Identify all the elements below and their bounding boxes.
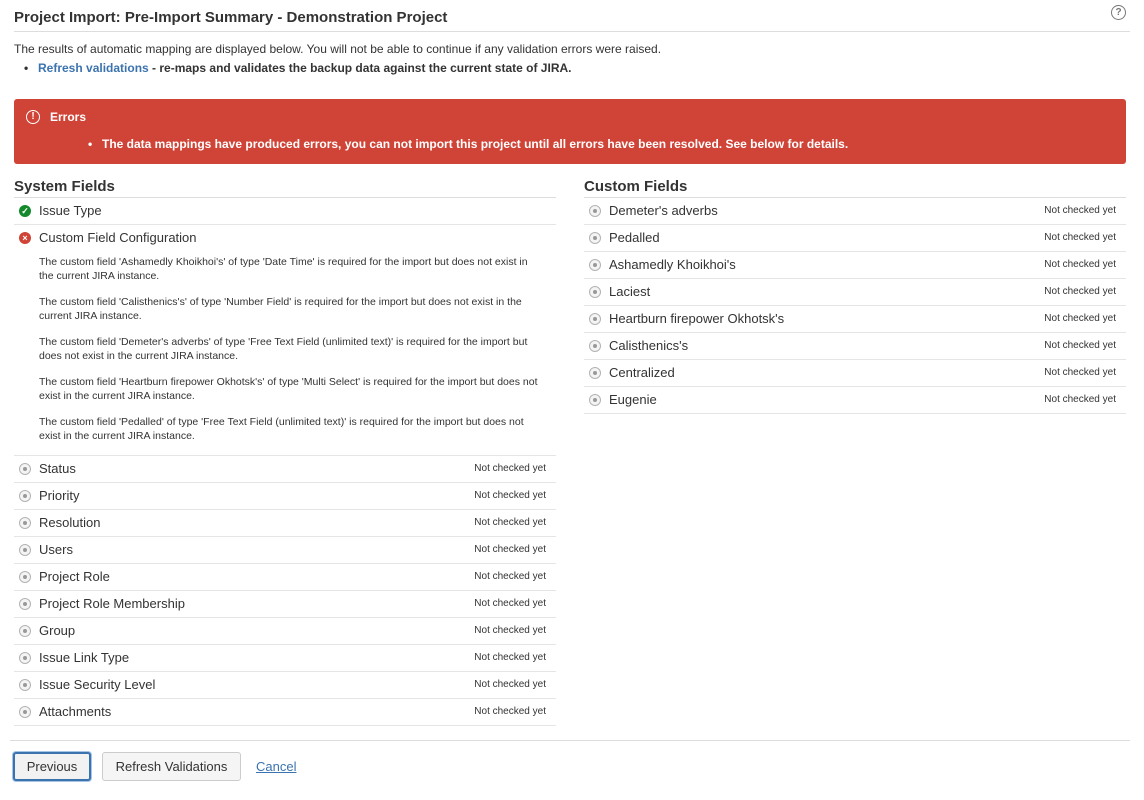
- field-label: Demeter's adverbs: [609, 203, 718, 218]
- field-status: Not checked yet: [1044, 232, 1116, 243]
- field-status: Not checked yet: [1044, 340, 1116, 351]
- system-field-project-role: [14, 564, 556, 591]
- field-status: Not checked yet: [474, 625, 546, 636]
- pending-icon: [19, 571, 31, 583]
- field-label: Priority: [39, 488, 80, 503]
- field-label: Group: [39, 623, 76, 638]
- previous-button[interactable]: Previous: [13, 752, 91, 781]
- check-icon: ✓: [19, 205, 31, 217]
- error-message-text: The data mappings have produced errors, you can not import this project until all errors have been resolved. See below for details.: [102, 137, 849, 151]
- system-field-attachments: [14, 699, 556, 726]
- field-status: Not checked yet: [1044, 394, 1116, 405]
- field-status: Not checked yet: [474, 652, 546, 663]
- field-status: Not checked yet: [474, 571, 546, 582]
- error-title: Errors: [50, 110, 87, 124]
- system-field-issue-type: [14, 198, 556, 225]
- custom-fields-section: [584, 176, 1126, 414]
- custom-field-row: [584, 198, 1126, 225]
- footer-divider: [10, 740, 1130, 741]
- pending-icon: [589, 340, 601, 352]
- pending-icon: [19, 463, 31, 475]
- intro-text: The results of automatic mapping are displayed below. You will not be able to continue if any validation errors were raised.: [14, 42, 662, 56]
- field-label: Project Role Membership: [39, 596, 185, 611]
- pending-icon: [19, 706, 31, 718]
- field-status: Not checked yet: [474, 544, 546, 555]
- error-icon: !: [26, 110, 40, 124]
- system-field-issue-link-type: [14, 645, 556, 672]
- system-field-priority: [14, 483, 556, 510]
- field-label: Heartburn firepower Okhotsk's: [609, 311, 785, 326]
- field-status: Not checked yet: [474, 598, 546, 609]
- pending-icon: [589, 367, 601, 379]
- system-field-resolution: [14, 510, 556, 537]
- error-detail: The custom field 'Heartburn firepower Okhotsk's' of type 'Multi Select' is required for the import but does not exist in the current JIRA instance.: [39, 376, 538, 402]
- bullet: •: [24, 61, 29, 75]
- field-status: Not checked yet: [1044, 259, 1116, 270]
- custom-field-row: [584, 333, 1126, 360]
- pending-icon: [589, 313, 601, 325]
- system-field-status: [14, 456, 556, 483]
- field-status: Not checked yet: [474, 679, 546, 690]
- pending-icon: [589, 205, 601, 217]
- field-status: Not checked yet: [474, 517, 546, 528]
- field-status: Not checked yet: [474, 463, 546, 474]
- custom-config-error-details: [14, 251, 556, 456]
- refresh-validations-button[interactable]: Refresh Validations: [102, 752, 241, 781]
- field-label: Issue Security Level: [39, 677, 156, 692]
- pending-icon: [19, 517, 31, 529]
- field-status: Not checked yet: [1044, 205, 1116, 216]
- field-label: Project Role: [39, 569, 110, 584]
- custom-field-row: [584, 360, 1126, 387]
- system-field-issue-security-level: [14, 672, 556, 699]
- field-status: Not checked yet: [1044, 367, 1116, 378]
- cancel-link[interactable]: Cancel: [256, 759, 297, 774]
- pending-icon: [589, 286, 601, 298]
- custom-field-row: [584, 252, 1126, 279]
- system-field-users: [14, 537, 556, 564]
- custom-field-row: [584, 387, 1126, 414]
- field-label: Attachments: [39, 704, 112, 719]
- field-status: Not checked yet: [1044, 286, 1116, 297]
- field-label: Users: [39, 542, 73, 557]
- error-detail: The custom field 'Pedalled' of type 'Free Text Field (unlimited text)' is required for the import but does not exist in the current JIRA instance.: [39, 416, 524, 442]
- pending-icon: [589, 259, 601, 271]
- field-label: Issue Link Type: [39, 650, 130, 665]
- custom-fields-title: Custom Fields: [584, 176, 1126, 198]
- field-label: Pedalled: [609, 230, 660, 245]
- error-detail: The custom field 'Calisthenics's' of type 'Number Field' is required for the import but does not exist in the current JIRA instance.: [39, 296, 522, 322]
- field-status: Not checked yet: [1044, 313, 1116, 324]
- system-fields-title: System Fields: [14, 176, 556, 198]
- pending-icon: [19, 652, 31, 664]
- field-status: Not checked yet: [474, 490, 546, 501]
- error-detail: The custom field 'Ashamedly Khoikhoi's' of type 'Date Time' is required for the import but does not exist in the current JIRA instance.: [39, 256, 528, 282]
- field-label: Laciest: [609, 284, 651, 299]
- system-field-project-role-membership: [14, 591, 556, 618]
- field-label: Issue Type: [39, 203, 102, 218]
- help-icon[interactable]: ?: [1111, 5, 1126, 20]
- field-label: Status: [39, 461, 76, 476]
- error-detail: The custom field 'Demeter's adverbs' of type 'Free Text Field (unlimited text)' is required for the import but does not exist in the current JIRA instance.: [39, 336, 528, 362]
- refresh-validations-link[interactable]: Refresh validations: [38, 61, 149, 75]
- page-title: Project Import: Pre-Import Summary - Demonstration Project: [14, 9, 448, 26]
- field-label: Custom Field Configuration: [39, 230, 197, 245]
- field-status: Not checked yet: [474, 706, 546, 717]
- pending-icon: [19, 598, 31, 610]
- custom-field-row: [584, 279, 1126, 306]
- field-label: Centralized: [609, 365, 675, 380]
- error-panel: [14, 99, 1126, 164]
- pending-icon: [19, 679, 31, 691]
- pending-icon: [19, 490, 31, 502]
- custom-field-row: [584, 306, 1126, 333]
- error-message: [88, 137, 849, 151]
- field-label: Calisthenics's: [609, 338, 689, 353]
- field-label: Ashamedly Khoikhoi's: [609, 257, 736, 272]
- system-fields-section: [14, 176, 556, 726]
- pending-icon: [19, 625, 31, 637]
- pending-icon: [589, 232, 601, 244]
- page-header: [14, 0, 1130, 32]
- intro-list-item: [24, 61, 572, 75]
- field-label: Eugenie: [609, 392, 657, 407]
- error-x-icon: ×: [19, 232, 31, 244]
- system-field-custom-config: [14, 225, 556, 251]
- bullet: •: [88, 137, 93, 151]
- custom-field-row: [584, 225, 1126, 252]
- refresh-description: - re-maps and validates the backup data against the current state of JIRA.: [148, 61, 572, 75]
- pending-icon: [589, 394, 601, 406]
- pending-icon: [19, 544, 31, 556]
- field-label: Resolution: [39, 515, 101, 530]
- system-field-group: [14, 618, 556, 645]
